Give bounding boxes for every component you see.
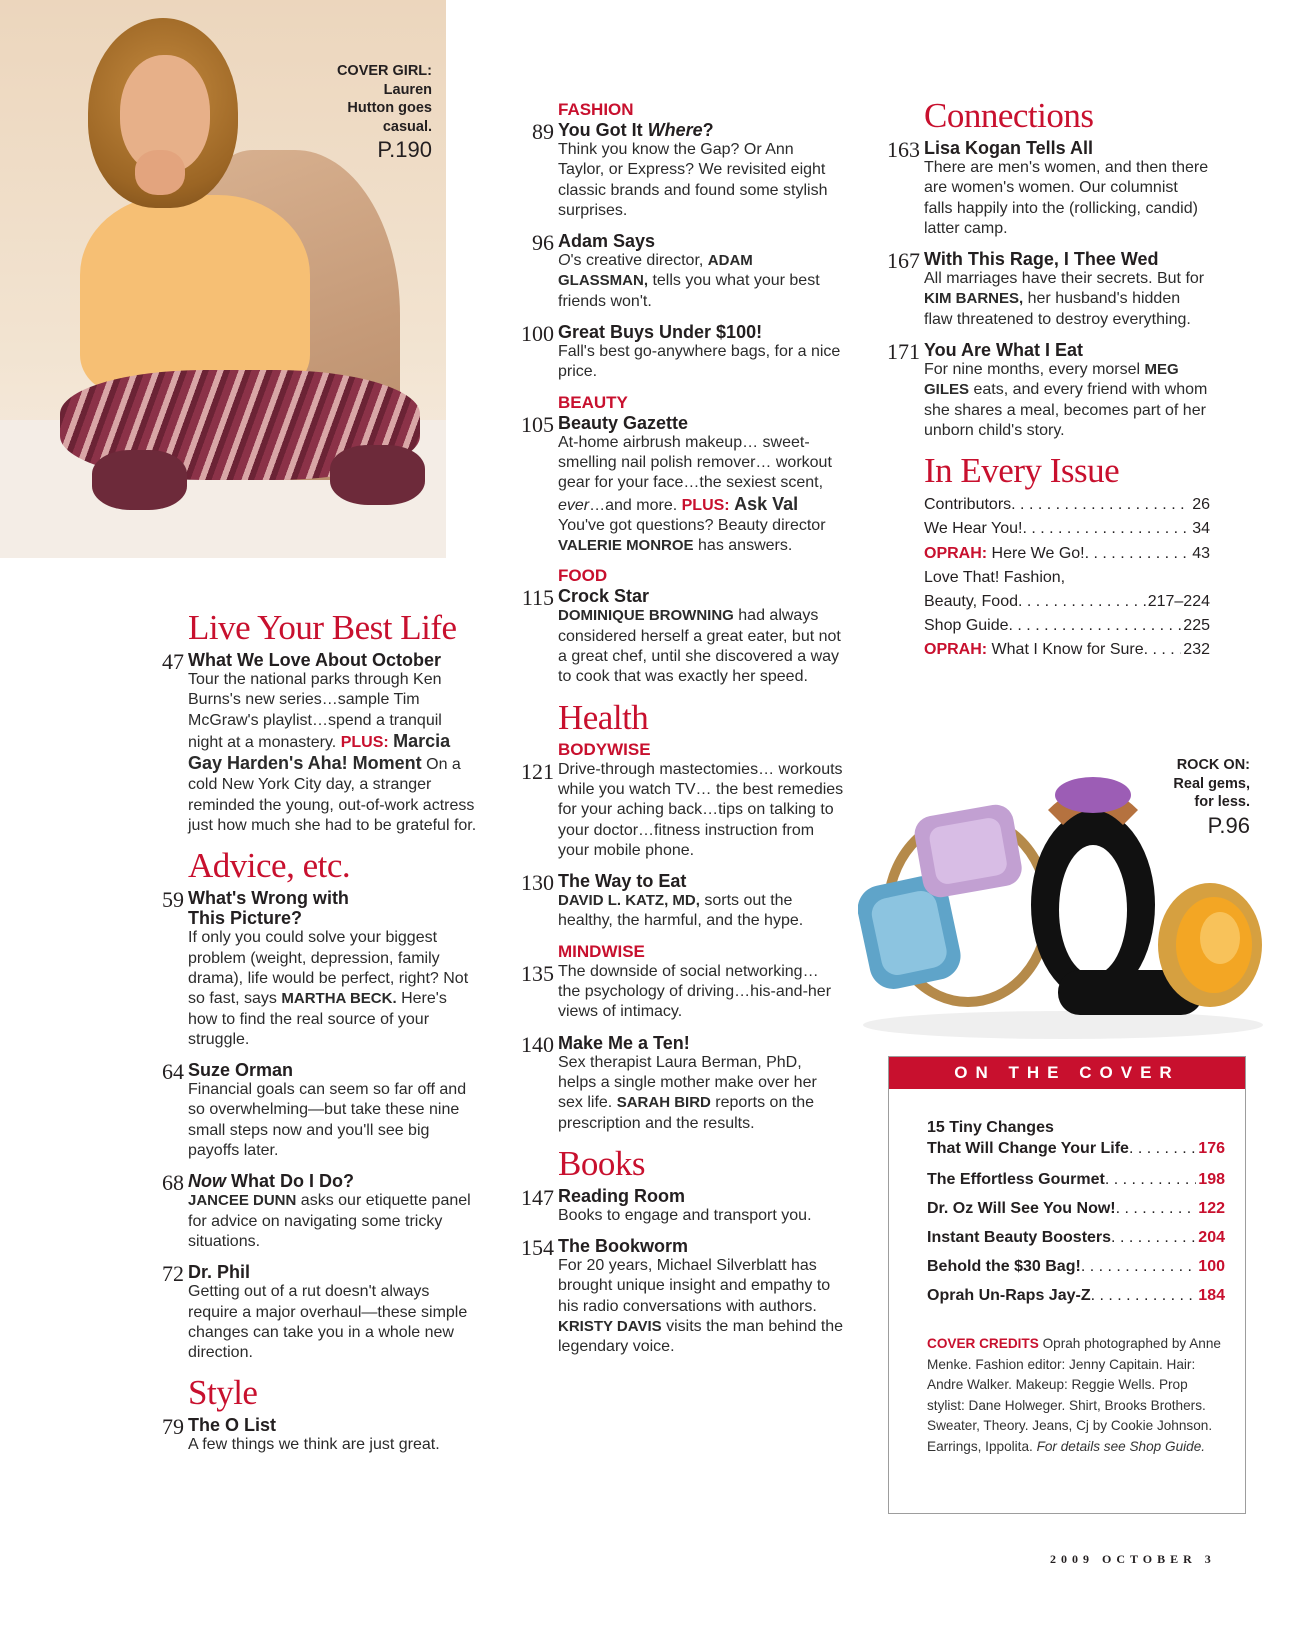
entry-title: Make Me a Ten!	[558, 1032, 690, 1053]
photo-hand	[135, 150, 185, 195]
toc-entry[interactable]	[514, 1236, 844, 1357]
page-number: 167	[887, 248, 920, 274]
page-number: 89	[532, 119, 554, 144]
plus-label: PLUS:	[681, 496, 730, 514]
cover-item[interactable]: Behold the $30 Bag! . . . 100	[927, 1252, 1225, 1281]
entry-desc: Tour the national parks through Ken Burns's new series…sample Tim McGraw's playlist…spend a tranquil night at a monastery. PLUS: Marcia Gay Harden's Aha! Moment On a cold New York City day, a stranger reminded the young, out-of-work actress just how much she had to be grateful for.	[188, 671, 477, 835]
caption-label: COVER GIRL:	[336, 63, 432, 79]
entry-desc: Think you know the Gap? Or Ann Taylor, or Express? We revisited eight classic brands and found some stylish surprises.	[558, 141, 828, 219]
issue-item[interactable]: Love That! Fashion, Beauty, Food . . . 217–224	[924, 566, 1210, 614]
toc-entry[interactable]	[144, 1262, 480, 1363]
toc-entry[interactable]	[514, 871, 844, 932]
entry-desc: O's creative director, ADAM GLASSMAN, tells you what your best friends won't.	[558, 252, 820, 310]
page-number: 135	[521, 960, 554, 986]
entry-desc: For 20 years, Michael Silverblatt has brought unique insight and empathy to his radio conversations with authors. KRISTY DAVIS visits the man behind the legendary voice.	[558, 1257, 844, 1356]
toc-entry[interactable]	[880, 340, 1210, 441]
entry-desc: DAVID L. KATZ, MD, sorts out the healthy, the harmful, and the hype.	[558, 892, 804, 930]
entry-desc: All marriages have their secrets. But for KIM BARNES, her husband's hidden flaw threatened to destroy everything.	[924, 270, 1205, 328]
entry-title: What's Wrong with This Picture?	[188, 888, 349, 929]
on-the-cover-box	[888, 1056, 1246, 1514]
entry-desc: At-home airbrush makeup… sweet-smelling nail polish remover… workout gear for your face…the sexiest scent, ever…and more. PLUS: Ask Val You've got questions? Beauty director VALERIE MONROE has answers.	[558, 433, 832, 555]
plus-title: Marcia Gay Harden's Aha! Moment	[188, 730, 451, 774]
entry-desc: For nine months, every morsel MEG GILES eats, and every friend with whom she shares a meal, becomes part of her unborn child's story.	[924, 361, 1208, 439]
entry-desc: Sex therapist Laura Berman, PhD, helps a single mother make over her sex life. SARAH BIRD reports on the prescription and the results.	[558, 1053, 817, 1132]
entry-title: Suze Orman	[188, 1060, 294, 1081]
entry-title: You Are What I Eat	[924, 340, 1084, 361]
toc-entry[interactable]	[514, 322, 844, 383]
every-issue-list	[880, 493, 1210, 662]
right-column	[880, 96, 1210, 663]
toc-entry[interactable]	[514, 962, 844, 1023]
issue-item[interactable]: Shop Guide . . . 225	[924, 614, 1210, 638]
caption-line: Lauren	[383, 81, 432, 98]
caption-line: casual.	[382, 118, 432, 135]
entry-title: You Got It Where?	[558, 120, 714, 140]
blue-ring	[858, 802, 1048, 1002]
issue-item[interactable]: We Hear You! . . . 34	[924, 517, 1210, 541]
middle-column	[514, 100, 844, 1368]
entry-desc: JANCEE DUNN asks our etiquette panel for advice on navigating some tricky situations.	[188, 1192, 471, 1250]
caption-line: Hutton goes	[347, 100, 432, 116]
entry-desc: Fall's best go-anywhere bags, for a nice price.	[558, 343, 841, 381]
issue-item[interactable]: Contributors . . . 26	[924, 493, 1210, 517]
section-title-style: Style	[188, 1373, 258, 1413]
entry-title: With This Rage, I Thee Wed	[924, 249, 1159, 270]
page-number: 96	[532, 230, 554, 256]
section-title-live: Live Your Best Life	[188, 608, 457, 647]
entry-title: Lisa Kogan Tells All	[924, 138, 1094, 158]
page-number: 163	[887, 137, 920, 162]
caption-page[interactable]: P.96	[1207, 812, 1250, 838]
entry-desc: A few things we think are just great.	[188, 1436, 440, 1454]
category-mindwise: MINDWISE	[558, 941, 645, 961]
citrine-ring	[1158, 883, 1262, 1007]
toc-entry[interactable]	[144, 650, 480, 836]
toc-entry[interactable]	[144, 1060, 480, 1161]
page-number: 154	[521, 1235, 554, 1261]
toc-entry[interactable]	[514, 586, 844, 687]
cover-credits: COVER CREDITS Oprah photographed by Anne Menke. Fashion editor: Jenny Capitain. Hair: Andre Walker. Makeup: Reggie Wells. Prop stylist: Dane Holweger. Shirt, Brooks Brothers. Sweater, Theory. Jeans, Cj by Cookie Johnson. Earrings, Ippolita. For details see Shop Guide.	[927, 1336, 1221, 1454]
entry-title: Adam Says	[558, 231, 656, 252]
page-number: 79	[162, 1414, 184, 1440]
section-title-books: Books	[558, 1143, 645, 1183]
photo-sweater	[80, 195, 310, 395]
entry-title: Now What Do I Do?	[188, 1171, 354, 1192]
entry-desc: Getting out of a rut doesn't always require a major overhaul—these simple changes can take you in a whole new direction.	[188, 1283, 468, 1362]
plus-title: Ask Val	[734, 493, 799, 514]
entry-title: Beauty Gazette	[558, 412, 689, 433]
rings-photo	[858, 770, 1268, 1040]
page-number: 105	[521, 411, 554, 437]
page-folio: 2009 OCTOBER 3	[1050, 1552, 1216, 1566]
entry-desc: If only you could solve your biggest problem (weight, depression, family drama), life would be perfect, right? Not so fast, says MARTHA BECK. Here's how to find the real source of your struggle.	[188, 929, 469, 1048]
page-number: 147	[521, 1184, 554, 1210]
entry-desc: Drive-through mastectomies… workouts while you watch TV… the best remedies for your aching back…tips on talking to your doctor…fitness instruction from your mobile phone.	[558, 760, 844, 859]
page-number: 171	[887, 339, 920, 365]
category-bodywise: BODYWISE	[558, 739, 651, 759]
on-the-cover-heading: ON THE COVER	[889, 1057, 1245, 1089]
page-number: 68	[162, 1170, 184, 1196]
section-title-connections: Connections	[924, 96, 1094, 135]
cover-item[interactable]: Dr. Oz Will See You Now! . . . 122	[927, 1194, 1225, 1223]
category-food: FOOD	[558, 566, 608, 586]
toc-entry[interactable]	[144, 1415, 480, 1455]
on-the-cover-list	[889, 1089, 1245, 1310]
toc-entry[interactable]	[144, 1171, 480, 1252]
caption-page[interactable]: P.190	[377, 137, 432, 162]
plus-label: PLUS:	[340, 733, 389, 751]
page-number: 47	[162, 649, 184, 674]
cover-item[interactable]: 15 Tiny Changes That Will Change Your Life . . . 176	[927, 1117, 1225, 1159]
entry-title: The Way to Eat	[558, 871, 687, 892]
entry-title: Great Buys Under $100!	[558, 322, 763, 343]
entry-desc: DOMINIQUE BROWNING had always considered herself a great eater, but not a great chef, until she discovered a way to cook that was exactly her speed.	[558, 607, 841, 686]
left-column	[144, 608, 480, 1466]
caption-line: Real gems,	[1173, 775, 1250, 792]
toc-entry[interactable]	[880, 249, 1210, 330]
toc-entry[interactable]	[514, 760, 844, 861]
section-title-advice: Advice, etc.	[188, 846, 351, 886]
entry-title: The Bookworm	[558, 1236, 689, 1257]
caption-line: for less.	[1194, 794, 1250, 810]
cover-item[interactable]: The Effortless Gourmet . . . 198	[927, 1165, 1225, 1194]
page-number: 100	[521, 321, 554, 347]
issue-item[interactable]: OPRAH: Here We Go! . . . 43	[924, 542, 1210, 566]
category-beauty: BEAUTY	[558, 392, 628, 412]
toc-entry[interactable]	[514, 1186, 844, 1226]
toc-entry[interactable]	[514, 413, 844, 557]
section-title-every-issue: In Every Issue	[924, 451, 1120, 491]
page-number: 59	[162, 887, 184, 913]
toc-entry[interactable]	[880, 138, 1210, 239]
page-number: 64	[162, 1059, 184, 1085]
page-number: 121	[521, 758, 554, 784]
entry-desc: The downside of social networking… the psychology of driving…his-and-her views of intimacy.	[558, 962, 832, 1021]
page-number: 72	[162, 1261, 184, 1287]
caption-label: ROCK ON:	[1176, 757, 1250, 773]
page-number: 130	[521, 870, 554, 896]
toc-entry[interactable]	[514, 1033, 844, 1134]
toc-entry[interactable]	[514, 231, 844, 312]
cover-credits-label: COVER CREDITS	[927, 1336, 1039, 1351]
cover-item[interactable]: Oprah Un-Raps Jay-Z . . . 184	[927, 1281, 1225, 1310]
entry-title: Dr. Phil	[188, 1262, 251, 1283]
photo-shoe-left	[92, 450, 187, 510]
toc-entry[interactable]	[514, 120, 844, 221]
section-title-health: Health	[558, 697, 649, 737]
entry-title: What We Love About October	[188, 650, 442, 670]
entry-desc: Financial goals can seem so far off and so overwhelming—but take these nine small steps now and you'll see big payoffs later.	[188, 1081, 467, 1160]
page-number: 140	[521, 1031, 554, 1057]
photo-shoe-right	[330, 445, 425, 505]
ring-shadow	[863, 1011, 1263, 1039]
toc-entry[interactable]	[144, 888, 480, 1050]
entry-title: Reading Room	[558, 1185, 686, 1206]
entry-title: The O List	[188, 1415, 277, 1436]
page-number: 115	[521, 585, 554, 611]
cover-girl-caption	[300, 62, 432, 164]
entry-title: Crock Star	[558, 586, 650, 607]
entry-desc: Books to engage and transport you.	[558, 1206, 812, 1224]
issue-item[interactable]: OPRAH: What I Know for Sure . . . 232	[924, 638, 1210, 662]
cover-item[interactable]: Instant Beauty Boosters . . . 204	[927, 1223, 1225, 1252]
category-fashion: FASHION	[558, 100, 634, 119]
entry-desc: There are men's women, and then there are women's women. Our columnist falls happily into the (rollicking, candid) latter camp.	[924, 159, 1209, 237]
